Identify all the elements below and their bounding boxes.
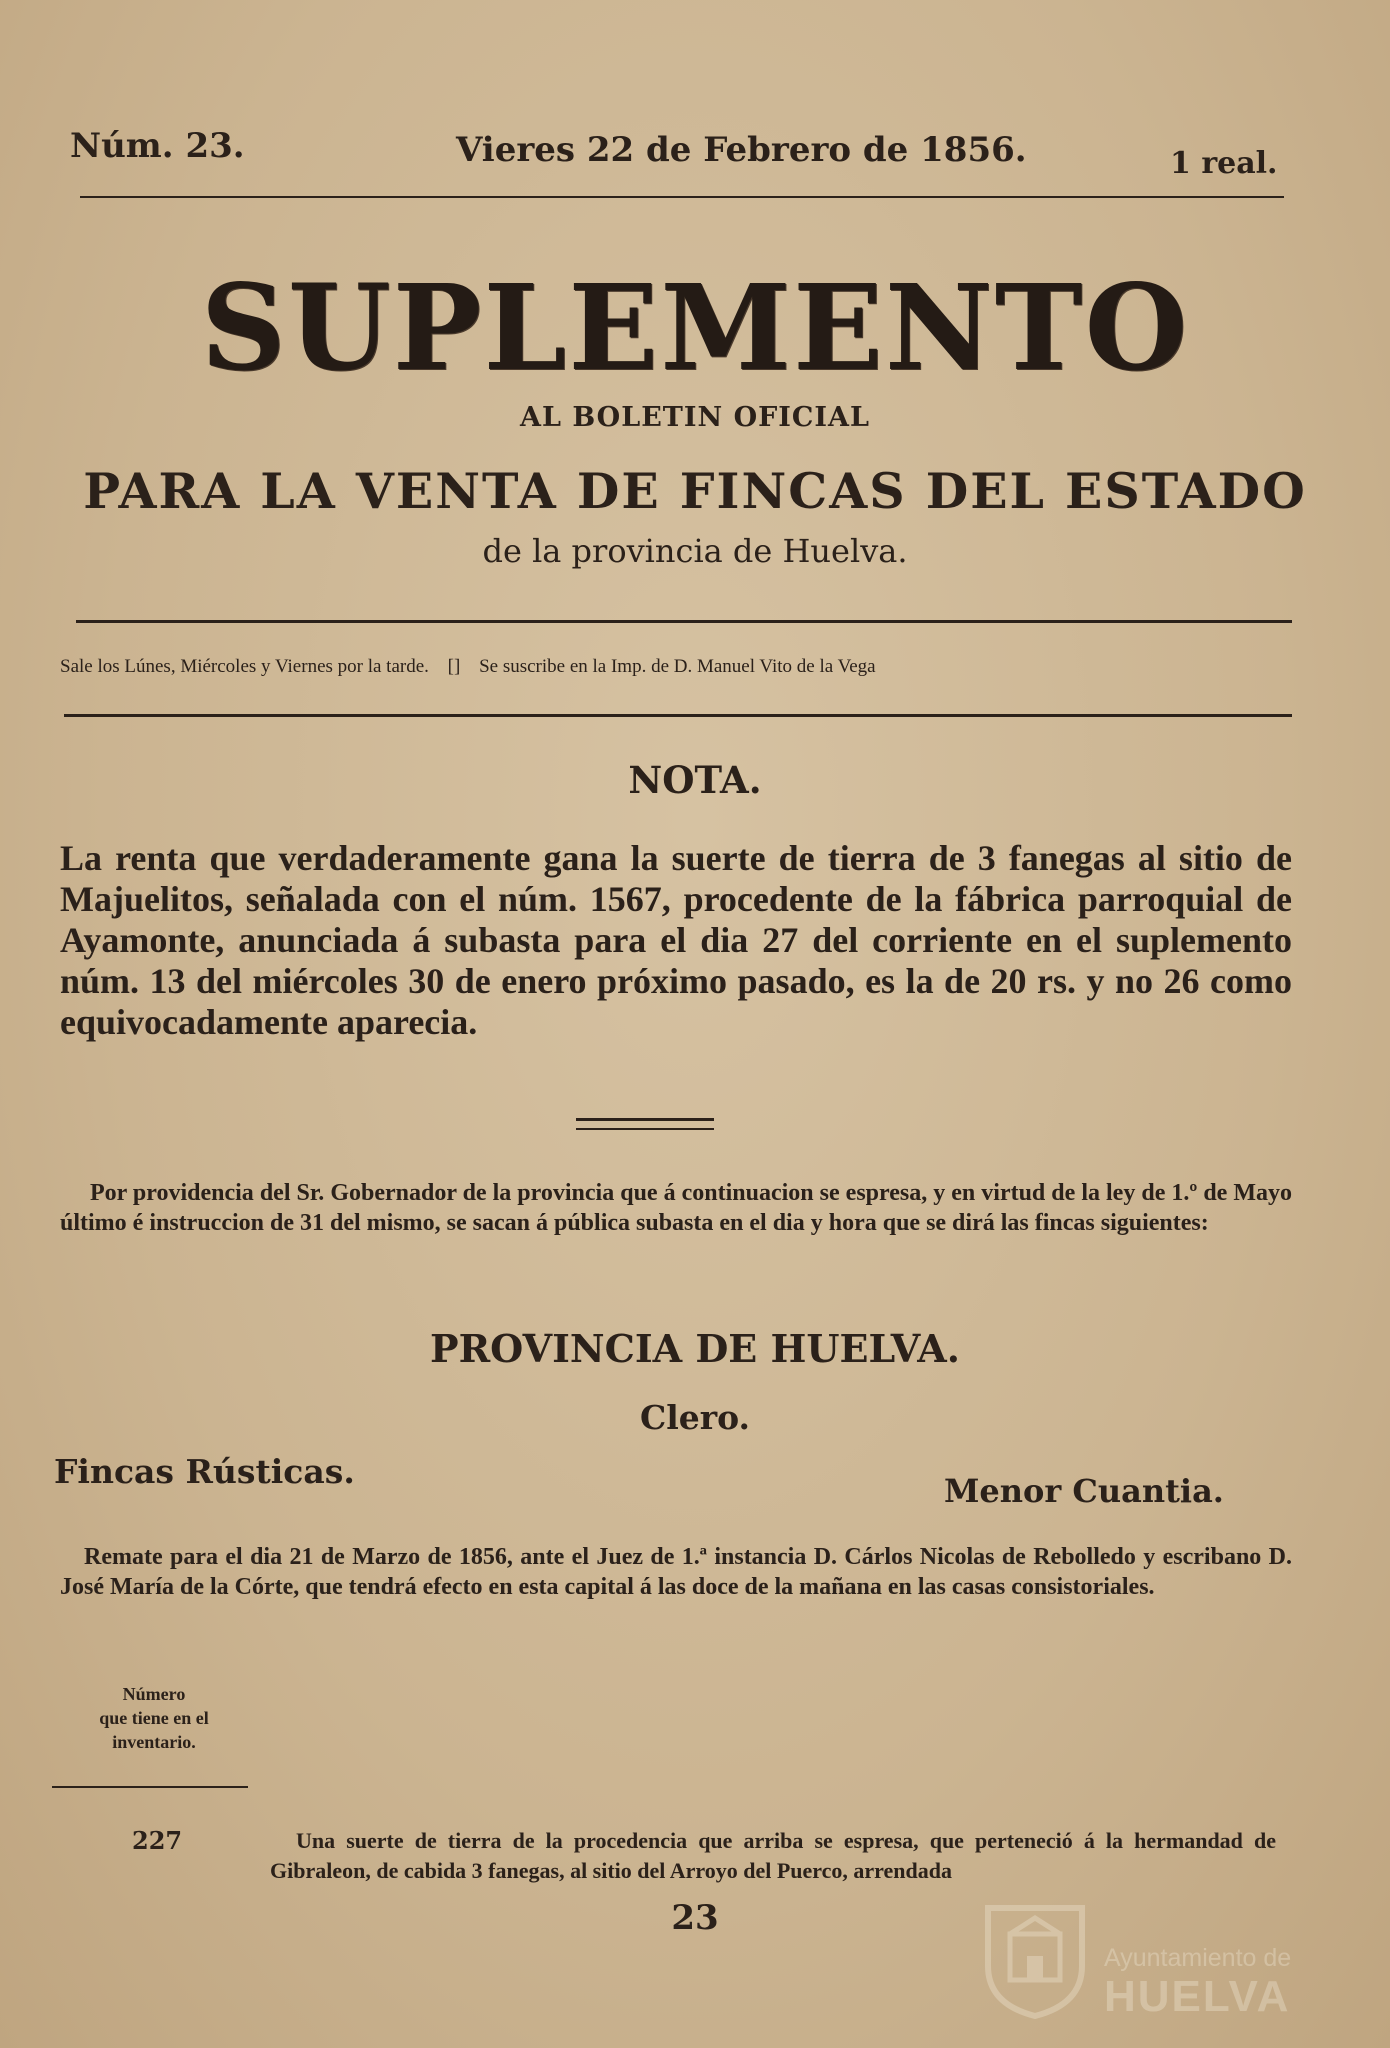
province-heading: PROVINCIA DE HUELVA.	[430, 1326, 960, 1371]
schedule-separator: []	[447, 656, 461, 677]
title-divider	[76, 620, 1292, 623]
column-header-divider	[52, 1786, 248, 1788]
remate-paragraph: Remate para el dia 21 de Marzo de 1856, ante el Juez de 1.ª instancia D. Cárlos Nicolas de Rebolledo y escribano D. José María de la Córte, que tendrá efecto en esta capital á las doce de la mañana en las casas consistoriales.	[60, 1544, 1292, 1600]
inventory-column-header	[56, 1682, 252, 1754]
amount-heading: Menor Cuantia.	[944, 1472, 1224, 1510]
issue-price: 1 real.	[1170, 146, 1278, 181]
entry-description: Una suerte de tierra de la procedencia que arriba se espresa, que perteneció á la hermandad de Gibraleon, de cabida 3 fanegas, al sitio del Arroyo del Puerco, arrendada	[270, 1828, 1276, 1883]
column-header-line1: Número	[122, 1684, 186, 1704]
clergy-heading: Clero.	[639, 1398, 751, 1437]
watermark-line1: Ayuntamiento de	[1104, 1944, 1292, 1972]
issue-date: Vieres 22 de Febrero de 1856.	[456, 130, 1027, 170]
subscription-info: Se suscribe en la Imp. de D. Manuel Vito de la Vega	[479, 656, 876, 677]
page-number: 23	[671, 1898, 719, 1938]
watermark-line2: HUELVA	[1104, 1972, 1291, 2021]
ornament-rule-bottom	[576, 1128, 714, 1130]
subtitle-provincia: de la provincia de Huelva.	[482, 532, 908, 570]
providencia-paragraph: Por providencia del Sr. Gobernador de la provincia que á continuacion se espresa, y en virtud de la ley de 1.º de Mayo último é instruccion de 31 del mismo, se sacan á pública subasta en el dia y hora que se dirá las fincas siguientes:	[60, 1180, 1292, 1236]
nota-body: La renta que verdaderamente gana la suerte de tierra de 3 fanegas al sitio de Majuelitos, señalada con el núm. 1567, procedente de la fábrica parroquial de Ayamonte, anunciada á subasta para el dia 27 del corriente en el suplemento núm. 13 del miércoles 30 de enero próximo pasado, es la de 20 rs. y no 26 como equivocadamente aparecia.	[60, 838, 1292, 1042]
schedule-divider	[64, 714, 1292, 717]
nota-heading: NOTA.	[628, 758, 762, 802]
publication-schedule	[60, 656, 1292, 678]
entry-number: 227	[132, 1826, 183, 1855]
schedule-days: Sale los Lúnes, Miércoles y Viernes por la tarde.	[60, 656, 429, 677]
ornament-rule-top	[576, 1118, 714, 1121]
masthead-divider	[80, 196, 1284, 198]
column-header-line2: que tiene en el	[99, 1708, 209, 1728]
issue-number: Núm. 23.	[70, 126, 245, 166]
category-heading: Fincas Rústicas.	[54, 1452, 355, 1491]
column-header-line3: inventario.	[112, 1732, 196, 1752]
supplement-title: SUPLEMENTO	[200, 258, 1190, 397]
watermark	[980, 1900, 1310, 2020]
subtitle-boletin: AL BOLETIN OFICIAL	[520, 402, 870, 433]
city-shield-icon	[980, 1900, 1090, 2020]
subtitle-venta-fincas: PARA LA VENTA DE FINCAS DEL ESTADO	[83, 462, 1307, 520]
